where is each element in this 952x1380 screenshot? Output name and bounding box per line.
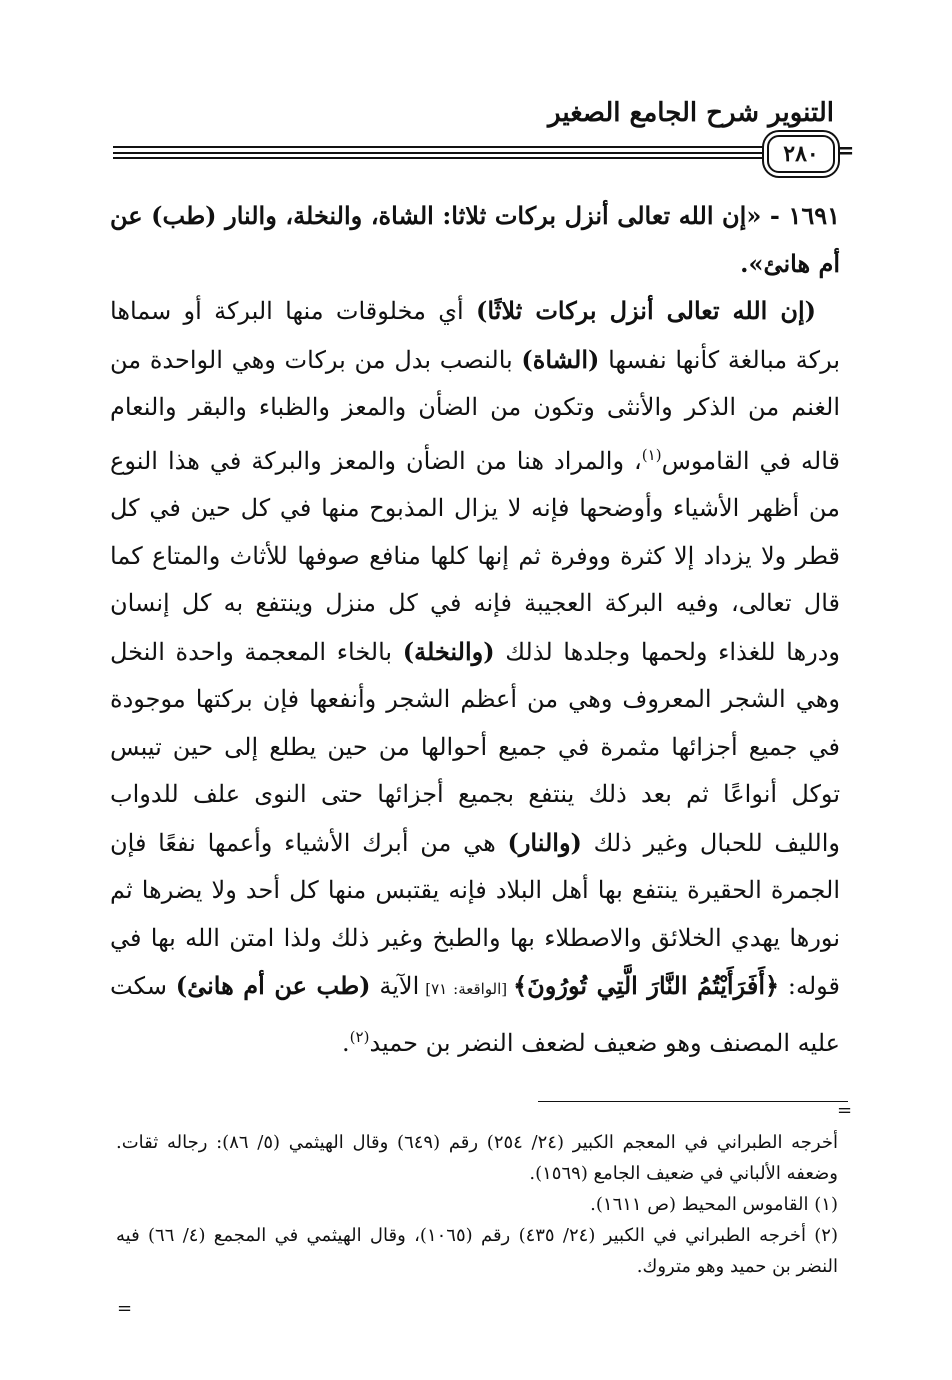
header-rule — [113, 157, 769, 159]
commentary-text: بالنصب بدل من بركات وهي الواحدة من الغنم من الذكر والأنثى وتكون من الضأن والمعز والظباء والبقر والنعام قاله في القاموس — [110, 345, 841, 475]
hadith-text: «إن الله تعالى أنزل بركات ثلاثا: الشاة، والنخلة، والنار (طب) عن أم هانئ». — [110, 201, 840, 278]
commentary-text: ، والمراد هنا من الضأن والمعز والبركة في هذا النوع من أظهر الأشياء وأوضحها فإنه لا يزال المذبوح منها في كل حين في كل قطر ولا يزداد إلا كثرة ووفرة ثم إنها كلها منافع صوفها للأثاث والمتاع كما قال تعالى، وفيه البركة العجيبة فإنه في كل منزل وينتفع به كل إنسان ودرها للغذاء ولحمها وجلدها لذلك — [110, 446, 840, 666]
book-title: التنوير شرح الجامع الصغير — [548, 98, 834, 128]
footnote-2: (٢) أخرجه الطبراني في الكبير (٢٤/ ٤٣٥) رقم (١٠٦٥)، وقال الهيثمي في المجمع (٤/ ٦٦) فيه النضر بن حميد وهو متروك. — [116, 1225, 838, 1277]
header-rule — [113, 146, 769, 148]
commentary-text: بالخاء المعجمة واحدة النخل وهي الشجر المعروف وهي من أعظم الشجر وأنفعها فإن بركتها موجودة في جميع أجزائها مثمرة في جميع أحوالها من حين يطلع إلى حين تيبس توكل أنواعًا ثم بعد ذلك ينتفع بجميع أجزائها حتى النوى علف للدواب والليف للحبال وغير ذلك — [110, 637, 840, 857]
hadith-paragraph — [110, 192, 840, 287]
bold-phrase: (إن الله تعالى أنزل بركات ثلاثًا) — [475, 296, 816, 325]
page-number: ٢٨٠ — [767, 135, 835, 173]
commentary-text: . — [342, 1028, 350, 1057]
footnote-ref: (١) — [641, 445, 662, 464]
bold-phrase: (طب عن أم هانئ) — [175, 971, 371, 1000]
header-rule — [113, 152, 769, 154]
commentary-paragraph — [110, 287, 840, 1067]
hadith-number: ١٦٩١ - — [761, 201, 840, 230]
commentary-text: أي مخلوقات منها البركة أو سماها بركة مبالغة كأنها نفسها — [110, 297, 840, 374]
bold-phrase: (والنخلة) — [402, 636, 495, 666]
footnote-end-mark: = — [117, 1298, 133, 1319]
main-text — [110, 192, 840, 1067]
commentary-text: سكت عليه المصنف وهو ضعيف لضعف النضر بن حميد — [110, 972, 840, 1057]
bold-phrase: (والنار) — [507, 827, 582, 857]
quran-verse: ﴿أَفَرَأَيْتُمُ النَّارَ الَّتِي تُورُونَ﴾ — [513, 971, 780, 1000]
header-mark: = — [836, 138, 855, 164]
footnote-divider — [538, 1101, 848, 1102]
footnotes — [116, 1127, 838, 1282]
footnote-1: (١) القاموس المحيط (ص ١٦١١). — [590, 1194, 838, 1215]
commentary-text: هي من أبرك الأشياء وأعمها نفعًا فإن الجمرة الحقيرة ينتفع بها أهل البلاد فإنه يقتبس منها كل أحد ولا يضرها ثم نورها يهدي الخلائق والاصطلاء بها والطبخ وغير ذلك ولذا امتن الله بها في قوله: — [110, 828, 840, 1000]
verse-reference: [الواقعة: ٧١] — [419, 980, 514, 998]
footnote-mark: = — [837, 1100, 853, 1121]
footnote-ref: (٢) — [349, 1027, 370, 1046]
commentary-text: الآية — [370, 972, 420, 1000]
footnote-main: أخرجه الطبراني في المعجم الكبير (٢٤/ ٢٥٤) رقم (٦٤٩) وقال الهيثمي (٥/ ٨٦): رجاله ثقات. وضعفه الألباني في ضعيف الجامع (١٥٦٩). — [116, 1132, 838, 1184]
bold-phrase: (الشاة) — [521, 344, 600, 374]
